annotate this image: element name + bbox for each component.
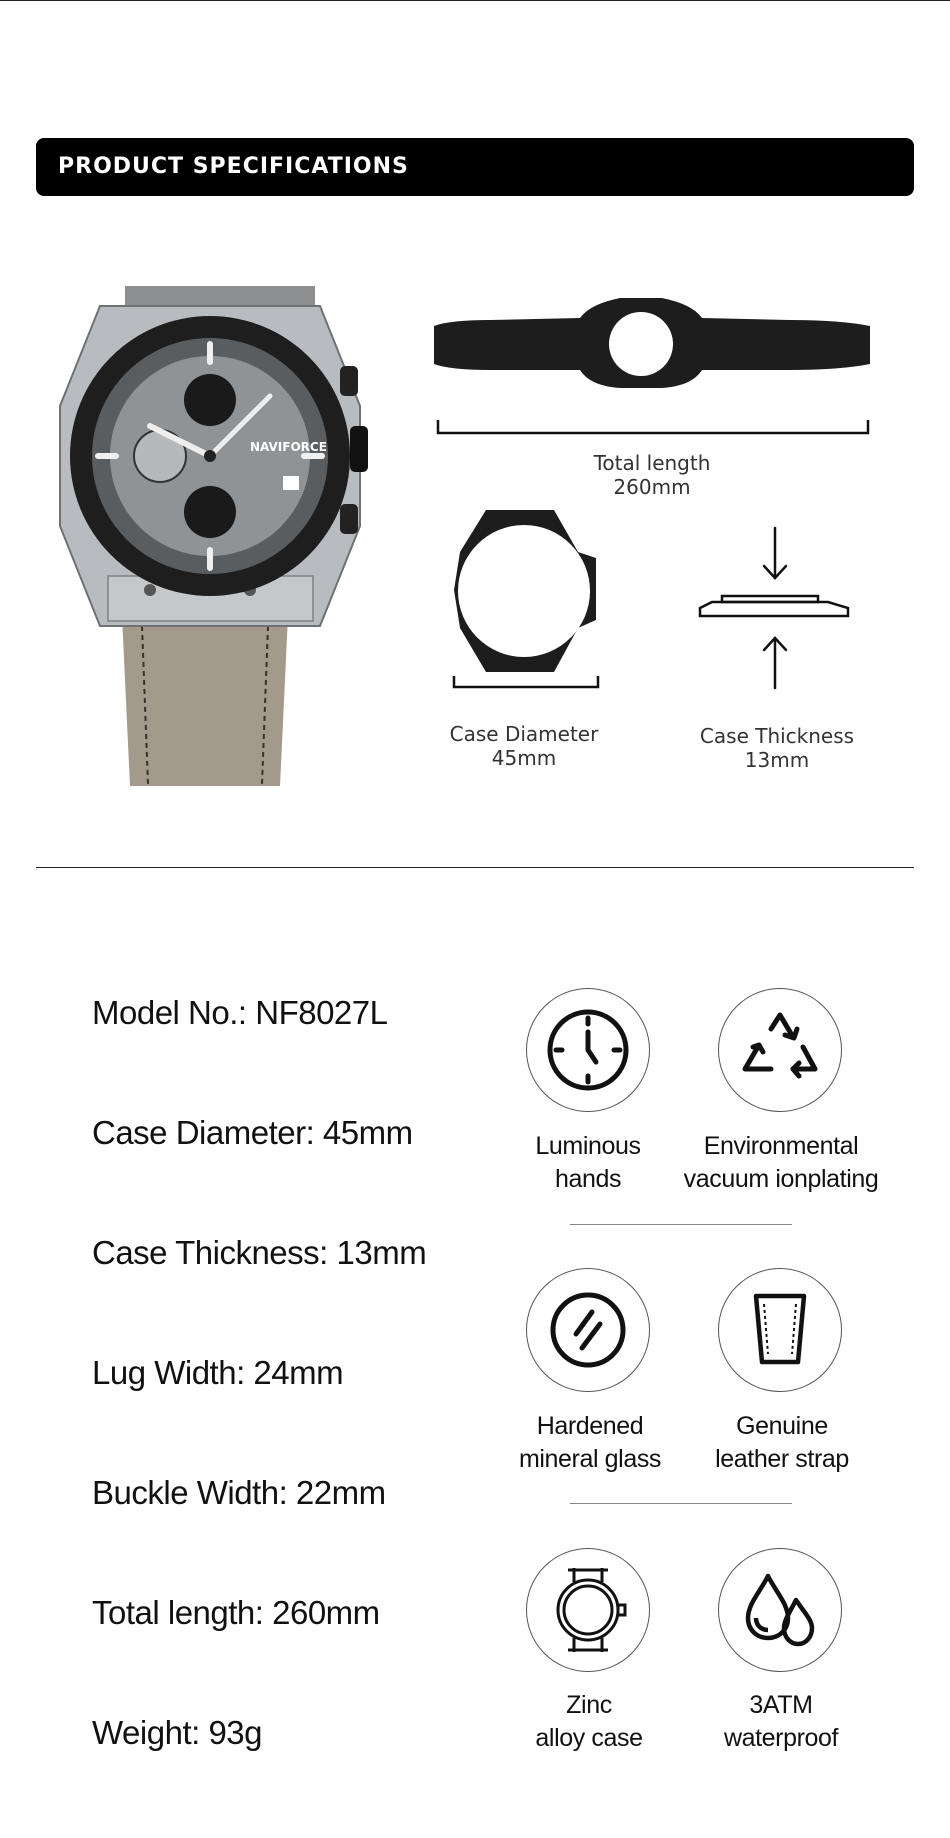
watch-case-icon <box>546 1564 630 1656</box>
clock-icon <box>546 1008 630 1092</box>
spec-header-bar <box>36 138 914 196</box>
total-length-value: 260mm <box>613 475 691 499</box>
feature-label-glass <box>485 1410 695 1476</box>
feature-label-case <box>484 1689 694 1755</box>
feature-label-line1: Zinc <box>566 1691 612 1719</box>
feature-label-luminous <box>483 1130 693 1196</box>
feature-circle-luminous <box>526 988 650 1112</box>
feature-label-ionplating <box>676 1130 886 1196</box>
feature-circle-strap <box>718 1268 842 1392</box>
spec-case-diameter: Case Diameter: 45mm <box>92 1114 413 1151</box>
spec-lug-width: Lug Width: 24mm <box>92 1354 344 1391</box>
feature-label-line2: vacuum ionplating <box>683 1165 879 1193</box>
spec-total-length: Total length: 260mm <box>92 1594 380 1631</box>
total-length-bracket <box>436 418 870 436</box>
feature-label-line1: Genuine <box>736 1412 828 1440</box>
case-thickness-label: Case Thickness <box>699 724 855 748</box>
total-length-label: Total length <box>593 451 711 475</box>
watch-product-photo <box>50 286 380 786</box>
feature-label-line2: waterproof <box>723 1724 839 1752</box>
feature-circle-glass <box>526 1268 650 1392</box>
feature-label-line2: mineral glass <box>518 1445 662 1473</box>
case-thickness-icon <box>698 526 852 692</box>
feature-circle-case <box>526 1548 650 1672</box>
case-diameter-bracket <box>452 674 600 690</box>
spec-case-thickness: Case Thickness: 13mm <box>92 1234 427 1271</box>
recycle-icon <box>741 1011 819 1089</box>
spec-weight: Weight: 93g <box>92 1714 263 1751</box>
spec-model-no: Model No.: NF8027L <box>92 994 388 1031</box>
section-divider <box>36 867 914 868</box>
feature-separator <box>570 1224 792 1225</box>
feature-circle-waterproof <box>718 1548 842 1672</box>
case-diameter-caption <box>424 722 624 770</box>
feature-label-line2: hands <box>554 1165 622 1193</box>
feature-label-line1: Luminous <box>535 1132 641 1160</box>
feature-label-line1: Hardened <box>536 1412 644 1440</box>
feature-label-waterproof <box>676 1689 886 1755</box>
top-rule <box>0 0 950 1</box>
strap-silhouette-icon <box>430 292 876 388</box>
feature-circle-ionplating <box>718 988 842 1112</box>
total-length-caption <box>552 451 752 499</box>
feature-separator <box>570 1503 792 1504</box>
feature-label-line2: leather strap <box>715 1445 849 1473</box>
case-thickness-caption <box>677 724 877 772</box>
case-diameter-value: 45mm <box>491 746 557 770</box>
leather-strap-icon <box>750 1290 810 1370</box>
spec-header-title: PRODUCT SPECIFICATIONS <box>58 154 409 179</box>
feature-label-line1: Environmental <box>703 1132 859 1160</box>
case-thickness-value: 13mm <box>744 748 810 772</box>
feature-label-line1: 3ATM <box>749 1691 813 1719</box>
water-drops-icon <box>740 1570 820 1650</box>
brand-logo: NAVIFORCE <box>250 440 327 454</box>
case-diameter-label: Case Diameter <box>449 722 599 746</box>
feature-label-line2: alloy case <box>535 1724 643 1752</box>
spec-buckle-width: Buckle Width: 22mm <box>92 1474 386 1511</box>
mineral-glass-icon <box>548 1290 628 1370</box>
feature-label-strap <box>677 1410 887 1476</box>
case-diameter-icon <box>448 508 600 676</box>
